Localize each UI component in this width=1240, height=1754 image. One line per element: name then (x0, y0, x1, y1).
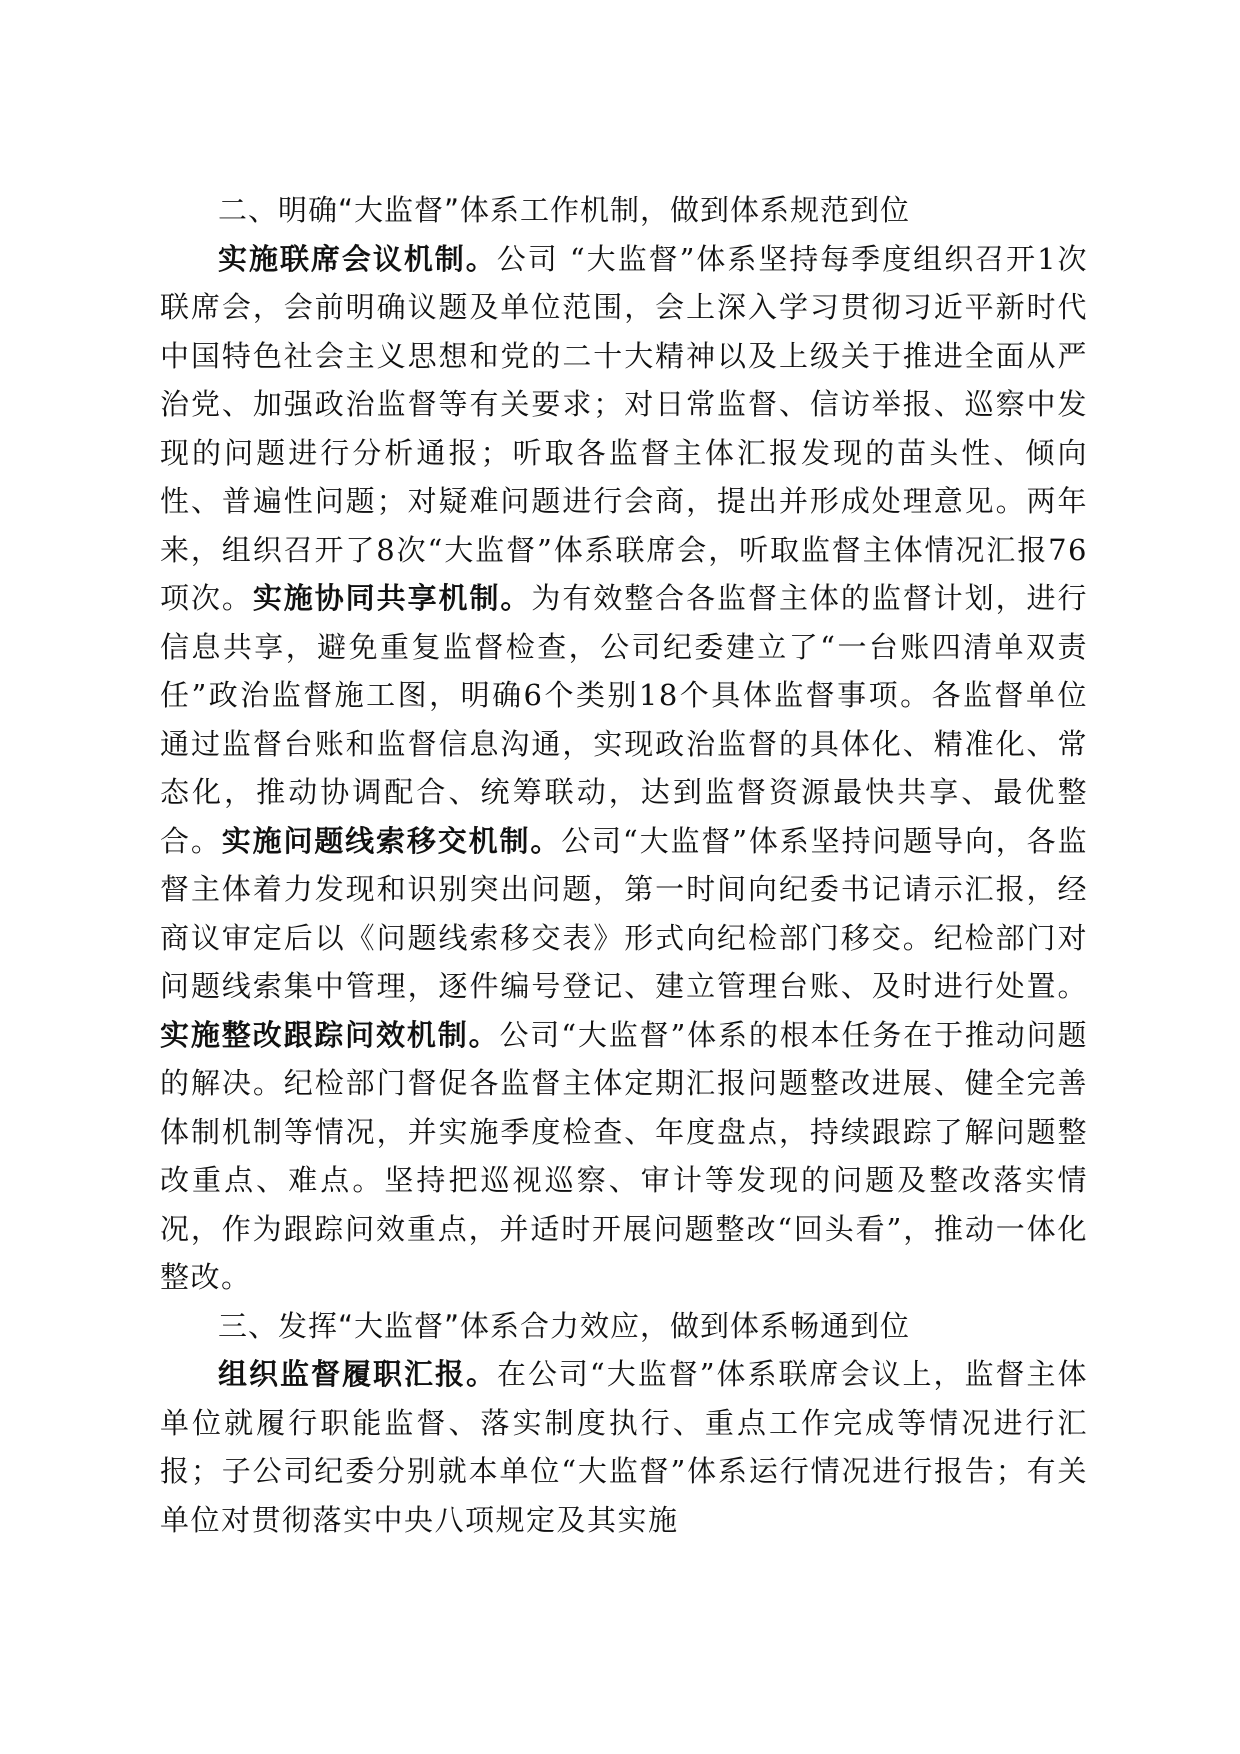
mechanism-joint-meeting-text: 公司 “大监督”体系坚持每季度组织召开1次联席会，会前明确议题及单位范围，会上深入学习贯彻习近平新时代中国特色社会主义思想和党的二十大精神以及上级关于推进全面从严治党、加强政治监督等有关要求；对日常监督、信访举报、巡察中发现的问题进行分析通报；听取各监督主体汇报发现的苗头性、倾向性、普遍性问题；对疑难问题进行会商，提出并形成处理意见。两年来，组织召开了8次“大监督”体系联席会，听取监督主体情况汇报76项次。 (160, 241, 1088, 615)
report-duty-title: 组织监督履职汇报。 (218, 1357, 497, 1391)
section-3-paragraph (160, 1350, 1088, 1544)
mechanism-rectification-title: 实施整改跟踪问效机制。 (160, 1017, 500, 1052)
mechanism-joint-meeting-title: 实施联席会议机制。 (218, 241, 497, 276)
section-3-heading: 三、发挥“大监督”体系合力效应，做到体系畅通到位 (218, 1308, 911, 1343)
mechanism-clue-transfer-title: 实施问题线索移交机制。 (221, 823, 562, 858)
document-page (160, 186, 1088, 1544)
mechanism-collaboration-text: 为有效整合各监督主体的监督计划，进行信息共享，避免重复监督检查，公司纪委建立了“一台账四清单双责任”政治监督施工图，明确6个类别18个具体监督事项。各监督单位通过监督台账和监督信息沟通，实现政治监督的具体化、精准化、常态化，推动协调配合、统筹联动，达到监督资源最快共享、最优整合。 (160, 581, 1088, 858)
section-2-paragraph (160, 235, 1088, 1302)
section-2-heading: 二、明确“大监督”体系工作机制，做到体系规范到位 (218, 193, 911, 227)
mechanism-rectification-text: 公司“大监督”体系的根本任务在于推动问题的解决。纪检部门督促各监督主体定期汇报问题整改进展、健全完善体制机制等情况，并实施季度检查、年度盘点，持续跟踪了解问题整改重点、难点。坚持把巡视巡察、审计等发现的问题及整改落实情况，作为跟踪问效重点，并适时开展问题整改“回头看”，推动一体化整改。 (160, 1017, 1088, 1294)
mechanism-clue-transfer-text: 公司“大监督”体系坚持问题导向，各监督主体着力发现和识别突出问题，第一时间向纪委书记请示汇报，经商议审定后以《问题线索移交表》形式向纪检部门移交。纪检部门对问题线索集中管理，逐件编号登记、建立管理台账、及时进行处置。 (160, 823, 1088, 1003)
report-duty-text: 在公司“大监督”体系联席会议上，监督主体单位就履行职能监督、落实制度执行、重点工作完成等情况进行汇报；子公司纪委分别就本单位“大监督”体系运行情况进行报告；有关单位对贯彻落实中央八项规定及其实施 (160, 1357, 1088, 1537)
mechanism-collaboration-title: 实施协同共享机制。 (252, 581, 532, 615)
